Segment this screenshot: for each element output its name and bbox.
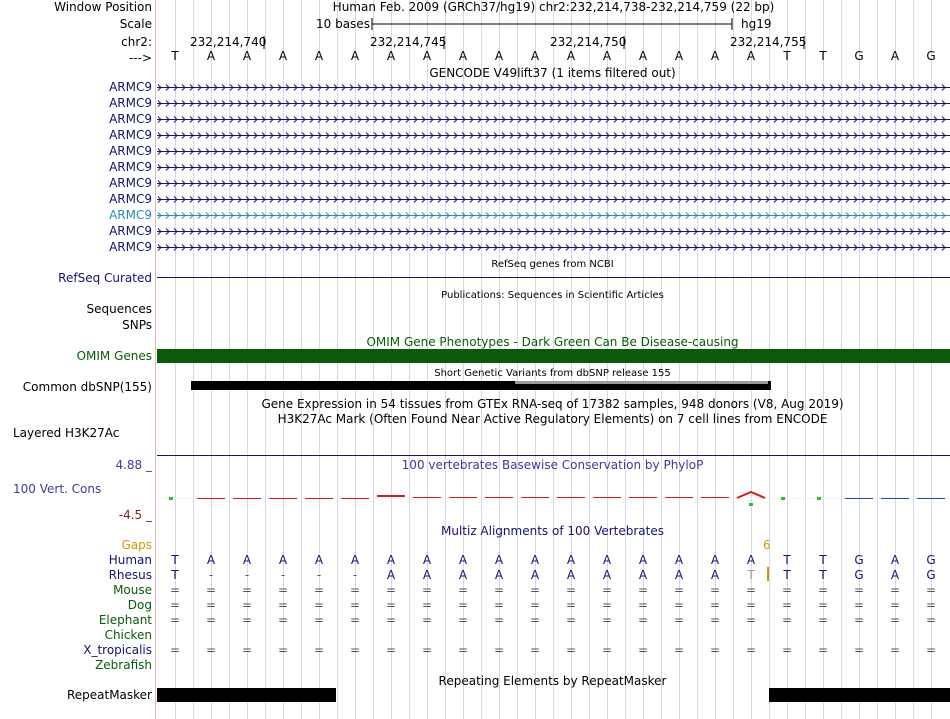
gencode-gene-label[interactable]: ARMC9	[109, 96, 152, 110]
cons-mark	[817, 497, 821, 500]
alignment-base: =	[313, 613, 325, 627]
cons-mark	[917, 498, 945, 499]
cons-mark	[749, 503, 753, 506]
cons-mark	[781, 497, 785, 500]
sequence-base: A	[674, 49, 684, 63]
alignment-base: =	[205, 643, 217, 657]
omim-title: OMIM Gene Phenotypes - Dark Green Can Be Disease-causing	[366, 335, 739, 349]
alignment-base: A	[494, 568, 504, 582]
gencode-transcript[interactable]	[157, 229, 950, 235]
cons-mark	[305, 498, 333, 499]
dbsnp-variant-highlight	[515, 381, 768, 384]
alignment-base: =	[457, 613, 469, 627]
cons-mark	[881, 498, 909, 499]
alignment-base: =	[817, 613, 829, 627]
cons-mark	[449, 497, 477, 498]
alignment-base: =	[745, 598, 757, 612]
alignment-base: =	[277, 613, 289, 627]
alignment-base: =	[277, 643, 289, 657]
alignment-base: =	[421, 598, 433, 612]
alignment-base: =	[889, 613, 901, 627]
alignment-base: A	[422, 568, 432, 582]
alignment-base: =	[169, 598, 181, 612]
alignment-base: =	[781, 643, 793, 657]
gap-marker	[767, 567, 769, 581]
alignment-base: =	[853, 598, 865, 612]
sequence-base: T	[819, 49, 827, 63]
cons-label[interactable]: 100 Vert. Cons	[13, 482, 102, 496]
alignment-base: =	[853, 643, 865, 657]
ruler-position: 232,214,755	[730, 35, 807, 49]
gencode-gene-label[interactable]: ARMC9	[109, 144, 152, 158]
sequence-base: A	[242, 49, 252, 63]
sequence-base: A	[314, 49, 324, 63]
cons-mark	[197, 498, 225, 499]
alignment-base: A	[530, 568, 540, 582]
alignment-base: =	[781, 598, 793, 612]
gencode-gene-label[interactable]: ARMC9	[109, 224, 152, 238]
gencode-transcript[interactable]	[157, 117, 950, 123]
alignment-base: G	[926, 553, 936, 567]
alignment-base: =	[925, 598, 937, 612]
alignment-base: =	[637, 598, 649, 612]
alignment-base: =	[601, 613, 613, 627]
gaps-label[interactable]: Gaps	[121, 538, 152, 552]
alignment-base: =	[529, 613, 541, 627]
publications-label[interactable]: Sequences	[86, 302, 152, 316]
species-label[interactable]: Elephant	[98, 613, 152, 627]
strand-label[interactable]: --->	[128, 51, 152, 65]
gencode-gene-label[interactable]: ARMC9	[109, 128, 152, 142]
alignment-base: =	[709, 598, 721, 612]
alignment-base: =	[601, 598, 613, 612]
alignment-base: =	[817, 598, 829, 612]
alignment-base: =	[349, 613, 361, 627]
alignment-base: =	[241, 643, 253, 657]
gencode-gene-label[interactable]: ARMC9	[109, 80, 152, 94]
alignment-base: =	[637, 643, 649, 657]
alignment-base: =	[493, 583, 505, 597]
cons-min-label: -4.5 _	[118, 508, 152, 522]
ruler-position: 232,214,740	[190, 35, 267, 49]
alignment-base: =	[673, 613, 685, 627]
sequence-base: A	[494, 49, 504, 63]
alignment-base: A	[386, 553, 396, 567]
alignment-base: A	[674, 568, 684, 582]
alignment-base: T	[171, 568, 179, 582]
cons-mark	[521, 497, 549, 498]
multiz-title: Multiz Alignments of 100 Vertebrates	[440, 524, 665, 538]
alignment-base: =	[925, 613, 937, 627]
species-label[interactable]: Rhesus	[108, 568, 152, 582]
alignment-base: =	[205, 598, 217, 612]
alignment-base: =	[709, 613, 721, 627]
assembly-label: hg19	[741, 17, 772, 31]
gencode-transcript[interactable]	[157, 101, 950, 107]
alignment-base: A	[710, 568, 720, 582]
alignment-base: T	[171, 553, 179, 567]
alignment-base: A	[458, 553, 468, 567]
cons-mark	[665, 497, 693, 498]
snps-label[interactable]: SNPs	[122, 318, 152, 332]
ruler-position: 232,214,750	[550, 35, 627, 49]
sequence-base: A	[890, 49, 900, 63]
ruler-position: 232,214,745	[370, 35, 447, 49]
alignment-base: A	[746, 553, 756, 567]
alignment-base: A	[638, 568, 648, 582]
alignment-base: =	[241, 598, 253, 612]
alignment-base: A	[602, 553, 612, 567]
gencode-gene-rows[interactable]	[155, 78, 950, 258]
gtex-title: Gene Expression in 54 tissues from GTEx RNA-seq of 17382 samples, 948 donors (V8, Aug 2019)	[261, 397, 844, 411]
alignment-base: =	[565, 583, 577, 597]
gencode-gene-label[interactable]: ARMC9	[109, 240, 152, 254]
alignment-base: =	[637, 613, 649, 627]
alignment-base: A	[674, 553, 684, 567]
alignment-base: =	[745, 613, 757, 627]
alignment-base: =	[565, 643, 577, 657]
alignment-base: =	[673, 598, 685, 612]
refseq-label[interactable]: RefSeq Curated	[58, 271, 152, 285]
alignment-base: =	[385, 613, 397, 627]
sequence-base: T	[171, 49, 179, 63]
sequence-base: A	[602, 49, 612, 63]
alignment-base: =	[349, 598, 361, 612]
species-label[interactable]: Mouse	[113, 583, 152, 597]
cons-mark	[269, 498, 297, 499]
repeat-element[interactable]	[157, 688, 336, 702]
dbsnp-title: Short Genetic Variants from dbSNP release 155	[434, 368, 671, 379]
alignment-base: =	[169, 643, 181, 657]
alignment-base: =	[565, 598, 577, 612]
gencode-gene-label[interactable]: ARMC9	[109, 208, 152, 222]
alignment-base: A	[566, 568, 576, 582]
alignment-base: =	[277, 583, 289, 597]
alignment-base: A	[386, 568, 396, 582]
window-position-label[interactable]: Window Position	[54, 0, 152, 14]
alignment-base: =	[889, 583, 901, 597]
cons-mark	[629, 497, 657, 498]
alignment-base: =	[169, 613, 181, 627]
alignment-base: =	[565, 613, 577, 627]
alignment-base: =	[493, 643, 505, 657]
gencode-transcript[interactable]	[157, 133, 950, 139]
species-label[interactable]: X_tropicalis	[83, 643, 152, 657]
omim-bar[interactable]	[157, 349, 950, 363]
alignment-base: A	[314, 553, 324, 567]
sequence-base: A	[566, 49, 576, 63]
alignment-base: =	[349, 583, 361, 597]
gencode-gene-label[interactable]: ARMC9	[109, 160, 152, 174]
sequence-base: A	[206, 49, 216, 63]
alignment-base: A	[494, 553, 504, 567]
alignment-base: =	[529, 643, 541, 657]
cons-mark	[377, 495, 405, 497]
alignment-base: =	[385, 583, 397, 597]
cons-title: 100 vertebrates Basewise Conservation by PhyloP	[401, 458, 704, 472]
gap-count: 6	[763, 538, 771, 552]
alignment-base: A	[278, 553, 288, 567]
repeat-element[interactable]	[769, 688, 950, 702]
alignment-base: =	[457, 643, 469, 657]
cons-max-label: 4.88 _	[115, 458, 152, 472]
cons-mark	[737, 492, 765, 498]
alignment-base: =	[745, 643, 757, 657]
species-label[interactable]: Human	[108, 553, 152, 567]
alignment-base: A	[350, 553, 360, 567]
alignment-base: =	[925, 583, 937, 597]
species-label[interactable]: Zebrafish	[95, 658, 152, 672]
alignment-base: =	[637, 583, 649, 597]
alignment-base: A	[530, 553, 540, 567]
tracks-area[interactable]	[155, 0, 950, 719]
alignment-base: T	[783, 553, 791, 567]
cons-mark	[233, 498, 261, 499]
alignment-base: G	[854, 568, 864, 582]
alignment-base: =	[529, 598, 541, 612]
alignment-base: =	[169, 583, 181, 597]
gencode-transcript[interactable]	[157, 245, 950, 251]
species-label[interactable]: Chicken	[104, 628, 152, 642]
alignment-base: T	[783, 568, 791, 582]
sequence-base: A	[530, 49, 540, 63]
chrom-label[interactable]: chr2:	[121, 35, 152, 49]
alignment-base: A	[638, 553, 648, 567]
alignment-base: =	[853, 583, 865, 597]
gencode-gene-label[interactable]: ARMC9	[109, 112, 152, 126]
alignment-base: =	[853, 613, 865, 627]
sequence-base: A	[710, 49, 720, 63]
alignment-base: =	[601, 583, 613, 597]
cons-mark	[701, 497, 729, 498]
alignment-base: =	[817, 583, 829, 597]
alignment-base: =	[241, 613, 253, 627]
scale-text: 10 bases	[316, 17, 370, 31]
alignment-base: A	[242, 553, 252, 567]
sequence-base: G	[926, 49, 936, 63]
alignment-base: =	[349, 643, 361, 657]
cons-mark	[593, 497, 621, 498]
alignment-base: =	[385, 643, 397, 657]
alignment-base: =	[601, 643, 613, 657]
repeatmasker-label[interactable]: RepeatMasker	[66, 688, 152, 702]
h3k27ac-divider	[157, 455, 950, 456]
alignment-base: =	[421, 613, 433, 627]
alignment-base: =	[781, 583, 793, 597]
gencode-transcript[interactable]	[157, 85, 950, 91]
gencode-transcript[interactable]	[157, 197, 950, 203]
gencode-transcript[interactable]	[157, 181, 950, 187]
gencode-gene-label[interactable]: ARMC9	[109, 176, 152, 190]
scale-label[interactable]: Scale	[119, 17, 152, 31]
alignment-base: A	[566, 553, 576, 567]
sequence-base: A	[746, 49, 756, 63]
alignment-base: T	[819, 553, 827, 567]
cons-mark	[169, 497, 173, 500]
alignment-base: =	[313, 583, 325, 597]
alignment-base: G	[926, 568, 936, 582]
alignment-base: -	[280, 568, 286, 582]
cons-plot[interactable]	[155, 484, 950, 514]
alignment-base: -	[244, 568, 250, 582]
alignment-base: =	[457, 583, 469, 597]
alignment-base: A	[890, 568, 900, 582]
alignment-base: =	[205, 613, 217, 627]
alignment-base: =	[781, 613, 793, 627]
gencode-transcript[interactable]	[157, 149, 950, 155]
alignment-base: =	[889, 598, 901, 612]
alignment-base: =	[709, 583, 721, 597]
refseq-line[interactable]	[157, 277, 950, 278]
omim-label[interactable]: OMIM Genes	[76, 349, 152, 363]
alignment-base: A	[206, 553, 216, 567]
repeatmasker-title: Repeating Elements by RepeatMasker	[438, 674, 667, 688]
alignment-base: =	[889, 643, 901, 657]
gencode-transcript[interactable]	[157, 165, 950, 171]
alignment-base: =	[925, 643, 937, 657]
alignment-base: G	[854, 553, 864, 567]
alignment-base: =	[385, 598, 397, 612]
publications-title: Publications: Sequences in Scientific Articles	[441, 290, 664, 301]
sequence-base: T	[783, 49, 791, 63]
alignment-base: =	[421, 643, 433, 657]
alignment-base: =	[817, 643, 829, 657]
alignment-base: =	[493, 598, 505, 612]
alignment-base: =	[241, 583, 253, 597]
gencode-gene-label[interactable]: ARMC9	[109, 192, 152, 206]
cons-mark	[485, 497, 513, 498]
alignment-base: T	[819, 568, 827, 582]
alignment-base: =	[313, 643, 325, 657]
gencode-title: GENCODE V49lift37 (1 items filtered out)	[429, 66, 676, 80]
cons-mark	[413, 497, 441, 498]
cons-mark	[845, 498, 873, 499]
alignment-base: A	[422, 553, 432, 567]
alignment-base: A	[602, 568, 612, 582]
dbsnp-label[interactable]: Common dbSNP(155)	[22, 380, 152, 394]
alignment-base: A	[458, 568, 468, 582]
gencode-transcript[interactable]	[157, 213, 950, 219]
cons-mark	[557, 497, 585, 498]
refseq-title: RefSeq genes from NCBI	[491, 259, 614, 270]
alignment-base: =	[457, 598, 469, 612]
alignment-base: =	[277, 598, 289, 612]
sequence-base: A	[350, 49, 360, 63]
sequence-base: A	[386, 49, 396, 63]
alignment-base: -	[352, 568, 358, 582]
alignment-base: =	[529, 583, 541, 597]
h3k27ac-title: H3K27Ac Mark (Often Found Near Active Regulatory Elements) on 7 cell lines from ENCODE	[277, 412, 828, 426]
sequence-base: A	[422, 49, 432, 63]
alignment-base: =	[493, 613, 505, 627]
alignment-base: =	[709, 643, 721, 657]
alignment-base: =	[421, 583, 433, 597]
alignment-base: =	[205, 583, 217, 597]
alignment-base: A	[710, 553, 720, 567]
sequence-base: A	[278, 49, 288, 63]
alignment-base: =	[673, 643, 685, 657]
sequence-base: A	[458, 49, 468, 63]
cons-mark	[341, 498, 369, 499]
alignment-base: A	[890, 553, 900, 567]
alignment-base: =	[313, 598, 325, 612]
h3k27ac-label[interactable]: Layered H3K27Ac	[13, 426, 120, 440]
alignment-base: =	[745, 583, 757, 597]
sequence-base: G	[854, 49, 864, 63]
alignment-base: -	[208, 568, 214, 582]
window-position-value: Human Feb. 2009 (GRCh37/hg19) chr2:232,214,738-232,214,759 (22 bp)	[332, 0, 775, 14]
species-label[interactable]: Dog	[127, 598, 152, 612]
alignment-base: -	[316, 568, 322, 582]
alignment-base: T	[747, 568, 755, 582]
sequence-base: A	[638, 49, 648, 63]
alignment-base: =	[673, 583, 685, 597]
